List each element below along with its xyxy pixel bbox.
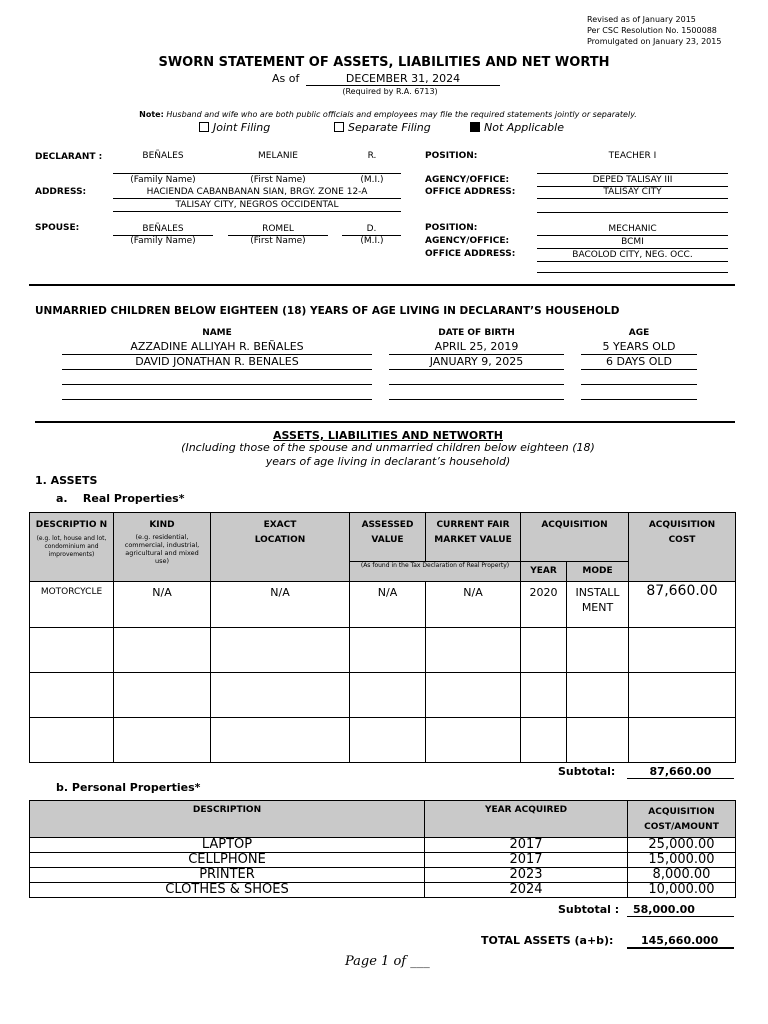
pp-description: LAPTOP (30, 838, 425, 853)
declarant-first-name: MELANIE (258, 151, 298, 161)
not-applicable-option[interactable]: Not Applicable (470, 121, 564, 134)
rp-header-mode: MODE (567, 562, 629, 582)
separate-filing-option[interactable]: Separate Filing (334, 121, 431, 134)
note-text: Husband and wife who are both public officials and employees may file the required statements jointly or separately. (166, 110, 637, 119)
personal-properties-label: b. Personal Properties* (56, 781, 201, 794)
table-row (30, 883, 736, 898)
checkbox-icon[interactable] (334, 122, 344, 132)
pp-header-cost: ACQUISITION COST/AMOUNT (628, 801, 736, 838)
table-row (30, 838, 736, 853)
rp-location: N/A (211, 582, 350, 628)
pp-subtotal: 58,000.00 (627, 903, 734, 917)
pp-year: 2023 (425, 868, 628, 883)
children-name-header: NAME (202, 328, 232, 338)
rp-subtotal-label: Subtotal: (558, 765, 616, 778)
rp-assessed: N/A (350, 582, 426, 628)
pp-cost: 8,000.00 (628, 868, 736, 883)
rp-header-market: CURRENT FAIR MARKET VALUE (426, 513, 521, 562)
total-assets-value: 145,660.000 (627, 934, 734, 949)
rp-cost: 87,660.00 (629, 582, 736, 628)
rp-market: N/A (426, 582, 521, 628)
table-row (30, 718, 736, 763)
rp-header-kind: KIND (e.g. residential, commercial, industrial, agricultural and mixed use) (114, 513, 211, 582)
agency-label: AGENCY/OFFICE: (425, 175, 510, 185)
child-dob: APRIL 25, 2019 (389, 340, 564, 355)
child-age: 5 YEARS OLD (581, 340, 697, 355)
checkbox-checked-icon[interactable] (470, 122, 480, 132)
pp-cost: 25,000.00 (628, 838, 736, 853)
pp-year: 2017 (425, 838, 628, 853)
child-age: 6 DAYS OLD (581, 355, 697, 370)
spouse-family-name: BEÑALES (113, 223, 213, 236)
revision-info (587, 14, 721, 47)
children-title: UNMARRIED CHILDREN BELOW EIGHTEEN (18) YEARS OF AGE LIVING IN DECLARANT’S HOUSEHOLD (35, 305, 620, 317)
as-of-date: DECEMBER 31, 2024 (306, 72, 500, 86)
table-row (30, 582, 736, 628)
pp-description: CELLPHONE (30, 853, 425, 868)
note-label: Note: (139, 110, 164, 119)
assets-subtitle-2: years of age living in declarant’s household) (265, 455, 511, 468)
spouse-first-name: ROMEL (228, 223, 328, 236)
pp-description: CLOTHES & SHOES (30, 883, 425, 898)
required-by: (Required by R.A. 6713) (342, 87, 438, 96)
rp-header-description: DESCRIPTIO N (e.g. lot, house and lot, condominium and improvements) (30, 513, 114, 582)
declarant-agency: DEPED TALISAY III (537, 175, 728, 187)
assets-label: 1. ASSETS (35, 474, 98, 487)
revision-line-2: Per CSC Resolution No. 1500088 (587, 26, 717, 35)
declarant-mi-caption: (M.I.) (360, 175, 384, 185)
revision-line-1: Revised as of January 2015 (587, 15, 696, 24)
table-row (30, 868, 736, 883)
rp-tax-note: (As found in the Tax Declaration of Real Property) (350, 562, 521, 582)
declarant-family-caption: (Family Name) (130, 175, 196, 185)
rp-header-location: EXACT LOCATION (211, 513, 350, 582)
table-row (30, 628, 736, 673)
spouse-office-address: BACOLOD CITY, NEG. OCC. (537, 249, 728, 262)
declarant-mi: R. (367, 151, 377, 161)
rp-header-assessed: ASSESSED VALUE (350, 513, 426, 562)
rp-year: 2020 (521, 582, 567, 628)
divider (35, 421, 735, 423)
spouse-agency-label: AGENCY/OFFICE: (425, 236, 510, 246)
total-assets-label: TOTAL ASSETS (a+b): (481, 934, 614, 947)
address-label: ADDRESS: (35, 187, 87, 197)
declarant-label: DECLARANT : (35, 152, 103, 162)
spouse-label: SPOUSE: (35, 223, 80, 233)
declarant-office-address: TALISAY CITY (537, 187, 728, 199)
pp-cost: 15,000.00 (628, 853, 736, 868)
rp-header-year: YEAR (521, 562, 567, 582)
table-row (30, 673, 736, 718)
address-line-1: HACIENDA CABANBANAN SIAN, BRGY. ZONE 12-A (113, 187, 401, 199)
real-properties-table (29, 512, 736, 763)
spouse-position-label: POSITION: (425, 223, 478, 233)
pp-cost: 10,000.00 (628, 883, 736, 898)
declarant-position: TEACHER I (608, 151, 657, 161)
spouse-mi: D. (342, 223, 401, 236)
pp-subtotal-label: Subtotal : (558, 903, 620, 916)
real-properties-label: a. Real Properties* (56, 492, 185, 505)
child-name: DAVID JONATHAN R. BENALES (62, 355, 372, 370)
as-of-label: As of (272, 72, 300, 85)
checkbox-icon[interactable] (199, 122, 209, 132)
spouse-position: MECHANIC (537, 223, 728, 236)
declarant-family-name: BEÑALES (142, 151, 184, 161)
rp-mode: INSTALL MENT (567, 582, 629, 628)
revision-line-3: Promulgated on January 23, 2015 (587, 37, 722, 46)
table-row (30, 853, 736, 868)
pp-header-description: DESCRIPTION (30, 801, 425, 838)
rp-subtotal: 87,660.00 (627, 765, 734, 779)
rp-kind: N/A (114, 582, 211, 628)
office-address-label: OFFICE ADDRESS: (425, 187, 516, 197)
child-name: AZZADINE ALLIYAH R. BEÑALES (62, 340, 372, 355)
rp-header-acquisition: ACQUISITION (521, 513, 629, 562)
divider (29, 284, 735, 286)
pp-year: 2017 (425, 853, 628, 868)
rp-header-cost: ACQUISITION COST (629, 513, 736, 582)
spouse-office-address-label: OFFICE ADDRESS: (425, 249, 516, 259)
address-line-2: TALISAY CITY, NEGROS OCCIDENTAL (113, 200, 401, 212)
spouse-first-caption: (First Name) (250, 236, 306, 246)
personal-properties-table (29, 800, 736, 898)
spouse-family-caption: (Family Name) (130, 236, 196, 246)
note (0, 110, 768, 119)
pp-header-year: YEAR ACQUIRED (425, 801, 628, 838)
rp-description-note: (e.g. lot, house and lot, condominium and improvements) (36, 535, 107, 558)
position-label: POSITION: (425, 151, 478, 161)
child-dob: JANUARY 9, 2025 (389, 355, 564, 370)
declarant-first-caption: (First Name) (250, 175, 306, 185)
spouse-mi-caption: (M.I.) (360, 236, 384, 246)
joint-filing-option[interactable]: Joint Filing (199, 121, 270, 134)
assets-section-title: ASSETS, LIABILITIES AND NETWORTH (273, 429, 503, 442)
rp-description: MOTORCYCLE (30, 582, 114, 628)
assets-subtitle-1: (Including those of the spouse and unmarried children below eighteen (18) (181, 441, 595, 454)
rp-kind-note: (e.g. residential, commercial, industrial, agricultural and mixed use) (124, 533, 200, 565)
spouse-agency: BCMI (537, 236, 728, 249)
page-number: Page 1 of ___ (345, 954, 430, 969)
children-age-header: AGE (628, 328, 650, 338)
pp-year: 2024 (425, 883, 628, 898)
pp-description: PRINTER (30, 868, 425, 883)
page-title: SWORN STATEMENT OF ASSETS, LIABILITIES AND NET WORTH (158, 55, 610, 70)
children-dob-header: DATE OF BIRTH (438, 328, 515, 338)
